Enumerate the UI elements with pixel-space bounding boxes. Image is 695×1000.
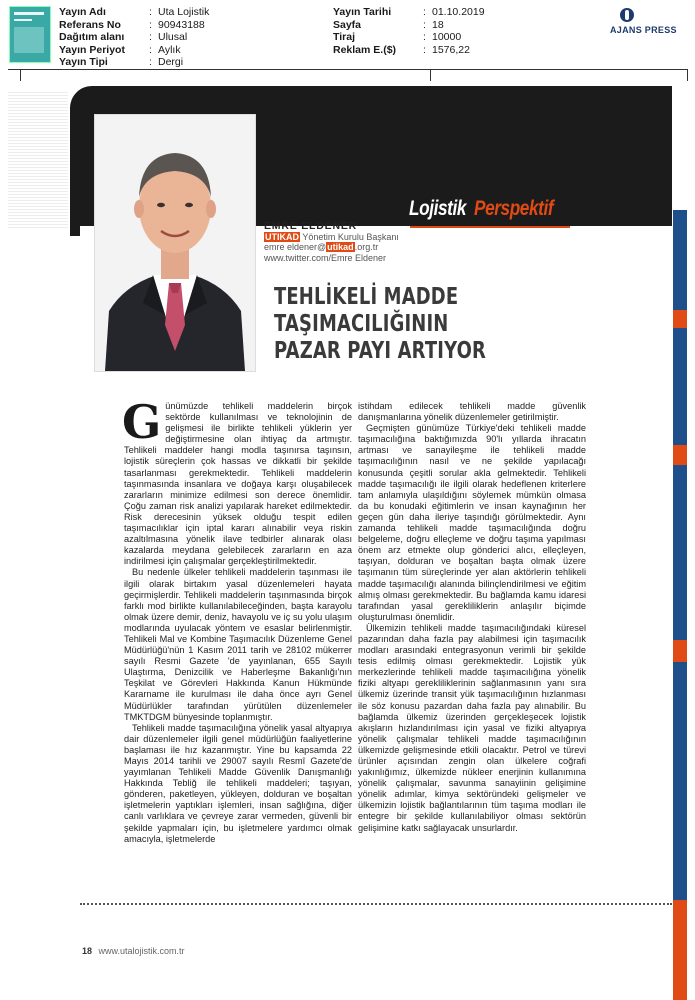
meta-separator: :	[149, 43, 152, 56]
meta-label: Yayın Periyot	[59, 43, 125, 56]
press-clipping-header	[0, 0, 695, 70]
title-line: TEHLİKELİ MADDE	[274, 284, 459, 310]
article-column-right	[358, 401, 586, 834]
meta-value: 1576,22	[432, 43, 470, 56]
paragraph: Tehlikeli madde taşımacılığına yönelik yasal altyapıya dair düzenlemeler ilgili genel müdürlüğün faaliyetlerine başlaması ile hız kazanmıştır. Yine bu kapsamda 22 Mayıs 2014 tarihli ve 29007 sayılı Resmî Gazete'de yayımlanan Tehlikeli Madde Güvenlik Danışmanlığı Hakkında Tebliğ ile tehlikeli maddeleri; taşıyan, gönderen, paketleyen, yükleyen, dolduran ve boşaltan işletmelerin yaptıkları işlemleri, insan sağlığına, diğer canlı varlıklara ve çevreye zarar vermeden, güvenli bir şekilde yapmaları için, bu işletmelere yardımcı olmak amacıyla, işletmelerde	[124, 722, 352, 844]
author-portrait-illustration	[95, 115, 255, 371]
meta-separator: :	[149, 6, 152, 18]
meta-row	[333, 44, 485, 57]
author-title	[264, 232, 399, 243]
meta-row	[333, 6, 485, 19]
meta-separator: :	[149, 31, 152, 44]
title-line: TAŞIMACILIĞININ	[274, 311, 449, 337]
meta-label: Yayın Tarihi	[333, 6, 392, 18]
publication-meta-right	[333, 6, 485, 56]
meta-value: 10000	[432, 31, 462, 44]
article-column-left	[122, 395, 352, 845]
dotted-divider	[80, 903, 672, 905]
meta-row	[333, 19, 485, 32]
meta-label: Sayfa	[333, 18, 362, 31]
publication-meta-left	[59, 6, 209, 69]
title-line: PAZAR PAYI ARTIYOR	[274, 338, 486, 364]
divider-tick	[430, 69, 431, 81]
page-edge-stripe	[673, 210, 687, 1000]
drop-cap: G	[122, 395, 162, 449]
rubric-word-2: Perspektif	[474, 197, 554, 220]
divider-tick	[20, 69, 21, 81]
meta-value: Dergi	[158, 56, 184, 69]
paragraph-text: ünümüzde tehlikeli maddelerin birçok sektörde kullanılması ve teknolojinin de gelişmesi ile birlikte tehlikeli yüklerin yer değiştirmesine olan ihtiyaç da artmıştır. Tehlikeli maddeler hangi modla taşınırsa taşınsın, lojistik süreçlerin çok hassas ve dikkatli bir şekilde tasarlanması gerekmektedir. Tehlikeli maddelerin taşınmasında insanlara ve doğaya karşı oluşabilecek zararların minimize edilmesi son derece önemlidir. Çoğu zaman risk analizi yapılarak hareket edilmektedir. Risk derecesinin yüksek olduğu tespit edilen taşımacılıklar için iptal kararı alınabilir veya riskin azaltılmasına yönelik ilave tedbirler alınarak olası kazalarda meydana gelebilecek zararların en aza indirilmesi için çalışmalar gerçekleştirilmektedir.	[124, 401, 352, 567]
stripe-accent	[673, 445, 687, 465]
meta-row	[59, 44, 209, 57]
stripe-accent	[673, 900, 687, 1000]
meta-value: Aylık	[158, 43, 181, 56]
paragraph: istihdam edilecek tehlikeli madde güvenlik danışmanlarına yönelik düzenlemeler getirilmiştir.	[358, 401, 586, 423]
footer-url[interactable]: www.utalojistik.com.tr	[98, 946, 185, 956]
meta-label: Yayın Adı	[59, 6, 106, 18]
meta-value: Ulusal	[158, 31, 188, 44]
meta-label: Dağıtım alanı	[59, 31, 125, 44]
paragraph: Bu nedenle ülkeler tehlikeli maddelerin taşınması ile ilgili olarak birtakım yasal düzenlemeleri hayata geçirmişlerdir. Tehlikeli maddelerin taşınmasında birçok farklı mod birlikte kullanılabileceğinden, başta karayolu olmak üzere demir, deniz, havayolu ve iç su yolu ulaşım modlarında uyulacak yöntem ve esaslar belirlenmiştir. Tehlikeli Mal ve Kombine Taşımacılık Düzenleme Genel Müdürlüğü'nün 1 Kasım 2011 tarih ve 28102 mükerrer sayılı Resmi Gazete 'de yayınlanan, 655 Sayılı Ulaştırma, Denizcilik ve Haberleşme Bakanlığı'nın Teşkilat ve Görevleri Hakkında Kanun Hükmünde Kararname ile kurulması ile daha önce ayrı Genel Müdürlükler tarafından yürütülen düzenlemeler TMKTDGM bünyesinde toplanmıştır.	[124, 567, 352, 722]
email-domain: .org.tr	[354, 242, 379, 252]
author-org: UTIKAD	[265, 231, 299, 242]
meta-separator: :	[149, 18, 152, 31]
rubric-word-1: Lojistik	[409, 197, 467, 220]
meta-row	[59, 6, 209, 19]
rubric-underline	[410, 226, 570, 228]
meta-separator: :	[149, 56, 152, 69]
author-block	[264, 221, 399, 263]
header-divider	[8, 69, 688, 70]
meta-separator: :	[423, 6, 426, 18]
meta-separator: :	[423, 43, 426, 56]
globe-icon	[620, 8, 634, 22]
article-title	[274, 284, 486, 365]
author-role: Yönetim Kurulu Başkanı	[300, 231, 399, 242]
author-twitter-link[interactable]: www.twitter.com/Emre Eldener	[264, 252, 387, 263]
author-photo	[94, 114, 256, 372]
decorative-grid	[8, 90, 68, 230]
meta-row	[59, 56, 209, 69]
logo-text: AJANS PRESS	[610, 25, 677, 35]
meta-label: Referans No	[59, 18, 121, 31]
meta-row	[59, 19, 209, 32]
section-rubric	[402, 195, 672, 229]
magazine-cover-thumbnail	[9, 6, 51, 63]
meta-separator: :	[423, 31, 426, 44]
stripe-accent	[673, 640, 687, 662]
stripe-accent	[673, 310, 687, 328]
meta-row	[333, 31, 485, 44]
paragraph	[122, 395, 352, 567]
meta-label: Yayın Tipi	[59, 56, 108, 69]
meta-row	[59, 31, 209, 44]
page-footer	[82, 946, 185, 956]
meta-value: 90943188	[158, 18, 205, 31]
meta-value: 18	[432, 18, 444, 31]
meta-value: Uta Lojistik	[158, 6, 210, 18]
paragraph: Ülkemizin tehlikeli madde taşımacılığındaki küresel pazarından daha fazla pay alabilmesi için taşımacılık modları arasındaki entegrasyonun verimli bir şekilde tesis edilmiş olması gerekmektedir. Lojistik yük merkezlerinde tehlikeli madde taşımacılığına yönelik fiziki altyapı gerekliliklerinin sağlanmasının yanı sıra ülkemiz üzerinde transit yük taşımacılığının hızlanması ile söz konusu pazardan daha fazla pay alınabilir. Bu bağlamda ülkemiz üzerinden gerçekleşecek lojistik akışların hızlandırılması için yasal ve fiziki altyapıya yönelik çalışmalar tehlikeli madde taşımacılığının ülkemizde gelişmesinde etkili olacaktır. Petrol ve türevi ürünler açısından zengin olan ülkelere coğrafi yakınlığımız, ülkemizde nükleer enerjinin kullanımına yönelik çalışmalar, savunma sanayiinin gelişimine yönelik adımlar, kimya sektöründeki gelişmeler ve ülkemizin lojistik bağlantılarının tüm taşıma modları ile entegre bir şekilde kullanılabiliyor olması sektörün gelişimine katkı sağlayacak unsurlardır.	[358, 622, 586, 833]
author-email[interactable]	[264, 242, 399, 253]
divider-tick	[687, 69, 688, 81]
page-number: 18	[82, 946, 93, 956]
ajans-press-logo	[610, 8, 688, 38]
author-name: EMRE ELDENER	[264, 220, 358, 232]
email-org: utikad	[327, 242, 354, 252]
meta-separator: :	[423, 18, 426, 31]
meta-value: 01.10.2019	[432, 6, 485, 18]
meta-label: Tiraj	[333, 31, 355, 44]
meta-label: Reklam E.($)	[333, 43, 397, 56]
paragraph: Geçmişten günümüze Türkiye'deki tehlikeli madde taşımacılığına baktığımızda 90'lı yıllarda ihracatın artması ve sanayileşme ile tehlikeli madde taşımacılığının nasıl ve ne şekilde yapılacağı konusunda çeşitli sorular akla gelmektedir. Tehlikeli madde taşımacılığı ile ilgili olarak hedeflenen kriterlere tam anlamıyla ulaşıldığını söylemek mümkün olmasa da bu konudaki eğitimlerin ve insan kaynağının her geçen gün daha ileriye taşındığı görülmektedir. Aynı zamanda tehlikeli madde taşımacılığında doğru belgeleme, doğru elleçleme ve doğru taşıma yapılması önem arz etmekte olup gönderici alıcı, elleçleyen, taşıyan, dolduran ve boşaltan başta olmak üzere taşımanın tüm süreçlerinde yer alan aktörlerin tehlikeli madde taşımacılığı alanında bilinçlendirilmesi ve eğitim almış olması gerekmektedir. Bu bağlamda kamu idaresi tarafından yasal gerekliliklerin anlaşılır biçimde oluşturulması önemlidir.	[358, 423, 586, 622]
email-local: emre eldener@	[264, 242, 327, 252]
